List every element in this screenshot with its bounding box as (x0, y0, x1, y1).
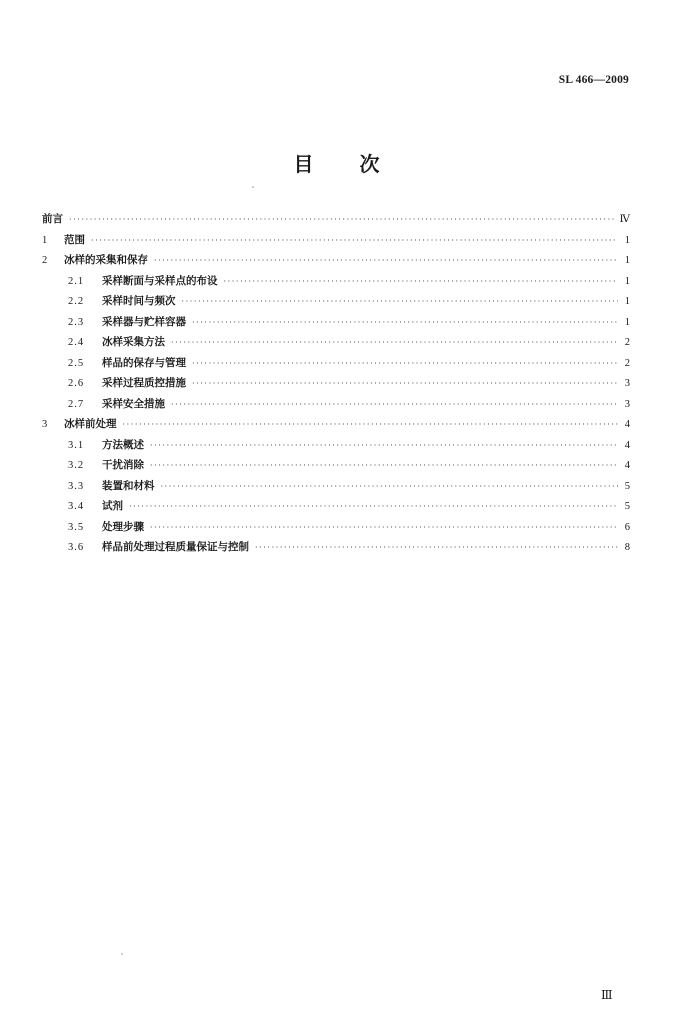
toc-entry-3-4[interactable] (42, 496, 630, 517)
page-title (0, 148, 673, 177)
toc-entry-number: 3 (42, 419, 48, 430)
leader-dots (255, 538, 618, 559)
leader-dots (182, 292, 619, 313)
table-of-contents (42, 209, 630, 558)
toc-entry-2-1[interactable] (42, 271, 630, 292)
title-char-2: 次 (359, 152, 380, 176)
scan-speck (121, 953, 123, 955)
toc-entry-page: 5 (624, 501, 630, 512)
toc-entry-number: 3.2 (68, 460, 85, 471)
toc-entry-number: 2.2 (68, 296, 85, 307)
toc-entry-label: 采样过程质控措施 (102, 377, 186, 389)
toc-entry-2-3[interactable] (42, 312, 630, 333)
toc-entry-page: 1 (624, 316, 630, 328)
leader-dots (69, 210, 616, 231)
toc-entry-label: 采样安全措施 (102, 397, 165, 410)
leader-dots (171, 333, 618, 354)
toc-entry-3-6[interactable] (42, 537, 630, 558)
leader-dots (224, 272, 619, 293)
toc-entry-label: 样品前处理过程质量保证与控制 (102, 541, 249, 553)
leader-dots (154, 251, 618, 272)
toc-entry-number: 1 (42, 234, 48, 246)
leader-dots (192, 354, 618, 375)
toc-entry-page: 6 (624, 521, 630, 533)
toc-entry-label: 试剂 (102, 500, 123, 512)
toc-entry-page: 2 (624, 337, 630, 348)
leader-dots (192, 374, 618, 395)
page-number: Ⅲ (601, 988, 613, 1002)
toc-entry-foreword[interactable] (42, 209, 630, 230)
toc-entry-number: 3.3 (68, 480, 85, 492)
toc-entry-label: 方法概述 (102, 438, 144, 451)
toc-entry-number: 3.1 (68, 439, 85, 451)
leader-dots (129, 497, 618, 518)
toc-entry-label: 干扰消除 (102, 459, 144, 471)
toc-entry-2-4[interactable] (42, 332, 630, 353)
toc-entry-number: 2.3 (68, 316, 85, 328)
toc-entry-label: 采样时间与频次 (102, 295, 176, 307)
toc-entry-2-2[interactable] (42, 291, 630, 312)
toc-entry-label: 处理步骤 (102, 520, 144, 533)
leader-dots (150, 436, 618, 457)
scan-speck (252, 186, 254, 188)
toc-entry-page: 1 (624, 234, 630, 246)
toc-entry-label: 采样断面与采样点的布设 (102, 274, 218, 287)
toc-entry-page: 1 (624, 296, 630, 307)
toc-entry-label: 范围 (64, 233, 85, 246)
toc-entry-page: Ⅳ (619, 214, 630, 225)
toc-entry-page: 3 (624, 378, 630, 389)
toc-entry-label: 采样器与贮样容器 (102, 315, 186, 328)
toc-entry-number: 3.4 (68, 501, 85, 512)
toc-entry-label: 冰样前处理 (64, 418, 117, 430)
toc-entry-3-1[interactable] (42, 435, 630, 456)
toc-entry-3[interactable] (42, 414, 630, 435)
toc-entry-number: 2.5 (68, 357, 85, 369)
toc-entry-number: 3.5 (68, 521, 85, 533)
toc-entry-number: 2.7 (68, 398, 85, 410)
standard-code: SL 466—2009 (558, 74, 629, 86)
toc-entry-page: 2 (624, 357, 630, 369)
toc-entry-page: 1 (624, 275, 630, 287)
leader-dots (123, 415, 619, 436)
toc-entry-2-6[interactable] (42, 373, 630, 394)
toc-entry-page: 1 (624, 255, 630, 266)
toc-entry-number: 2 (42, 255, 48, 266)
leader-dots (161, 477, 619, 498)
leader-dots (150, 456, 618, 477)
toc-entry-page: 3 (624, 398, 630, 410)
toc-entry-label: 冰样采集方法 (102, 336, 165, 348)
leader-dots (150, 518, 618, 539)
toc-entry-number: 2.6 (68, 378, 85, 389)
toc-entry-label: 前言 (42, 213, 63, 225)
toc-entry-page: 8 (624, 542, 630, 553)
toc-entry-number: 2.1 (68, 275, 85, 287)
leader-dots (91, 231, 618, 252)
toc-entry-page: 4 (624, 419, 630, 430)
toc-entry-2-5[interactable] (42, 353, 630, 374)
toc-entry-number: 2.4 (68, 337, 85, 348)
title-char-1: 目 (293, 152, 314, 176)
toc-entry-number: 3.6 (68, 542, 85, 553)
toc-entry-2[interactable] (42, 250, 630, 271)
leader-dots (192, 313, 618, 334)
toc-entry-label: 样品的保存与管理 (102, 356, 186, 369)
toc-entry-1[interactable] (42, 230, 630, 251)
toc-entry-label: 冰样的采集和保存 (64, 254, 148, 266)
toc-entry-page: 4 (624, 439, 630, 451)
leader-dots (171, 395, 618, 416)
toc-entry-3-3[interactable] (42, 476, 630, 497)
toc-entry-3-5[interactable] (42, 517, 630, 538)
toc-entry-3-2[interactable] (42, 455, 630, 476)
toc-entry-page: 4 (624, 460, 630, 471)
toc-entry-page: 5 (624, 480, 630, 492)
toc-entry-2-7[interactable] (42, 394, 630, 415)
toc-entry-label: 装置和材料 (102, 479, 155, 492)
